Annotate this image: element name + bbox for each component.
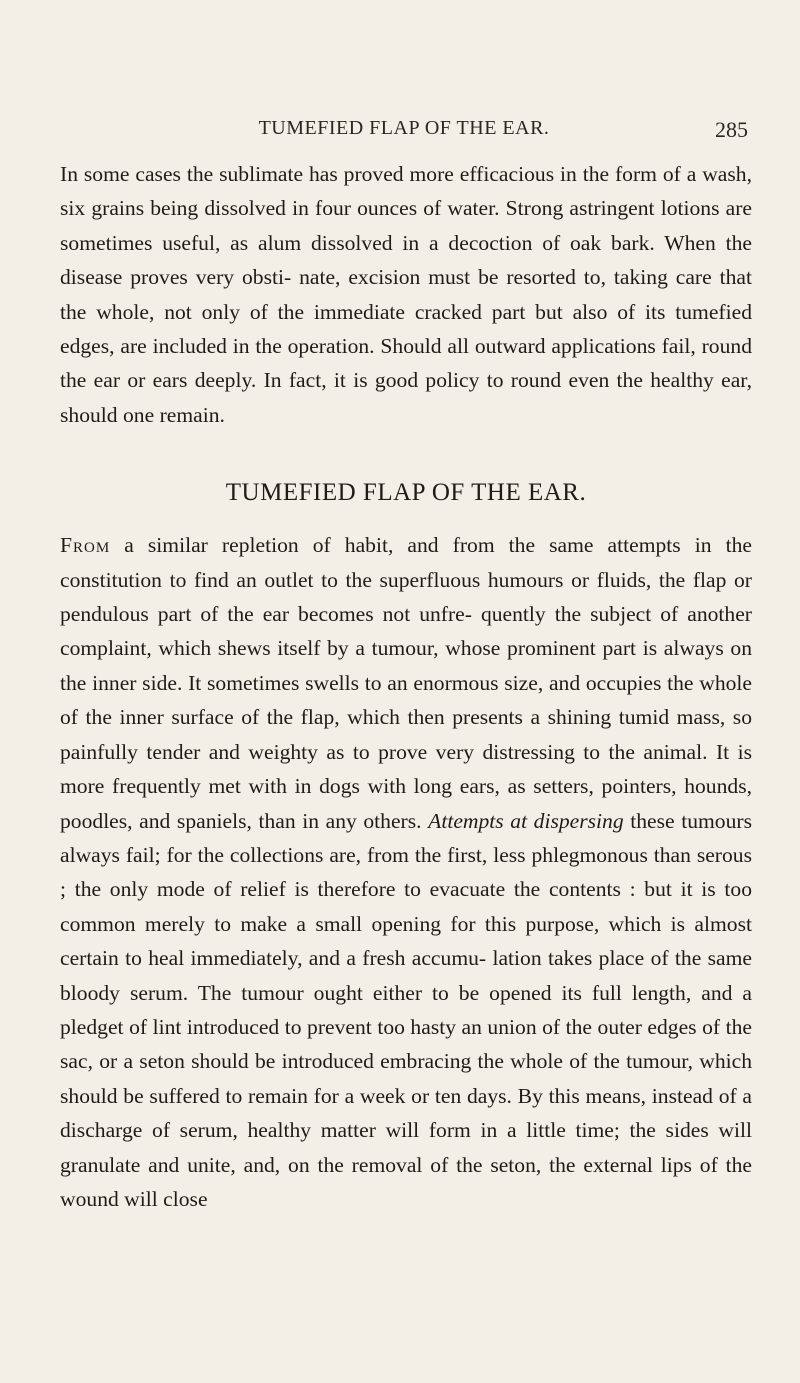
paragraph-1: In some cases the sublimate has proved more efficacious in the form of a wash, six grains being dissolved in four ounces of water. Strong astringent lotions are sometimes useful, as alum dissolved in a decoction of oak bark. When the disease proves very obsti- nate, excision must be resorted to, taking care that the whole, not only of the immediate cracked part but also of its tumefied edges, are included in the operation. Should all outward applications fail, round the ear or ears deeply. In fact, it is good policy to round even the healthy ear, should one remain. bbox=[60, 162, 752, 427]
paragraph-2-part-a: a similar repletion of habit, and from the same attempts in the constitution to find an outlet to the superfluous humours or fluids, the flap or pendulous part of the ear becomes not unfre- quently the subject of another complaint, which shews itself by a tumour, whose prominent part is always on the inner side. It sometimes swells to an enormous size, and occupies the whole of the inner surface of the flap, which then presents a shining tumid mass, so painfully tender and weighty as to prove very distressing to the animal. It is more frequently met with in dogs with long ears, as setters, pointers, hounds, poodles, and spaniels, than in any others. bbox=[60, 533, 752, 833]
paragraph-2-part-b: these tumours always fail; for the collections are, from the first, less phlegmonous than serous ; the only mode of relief is therefore to evacuate the contents : but it is too common merely to make a small opening for this purpose, which is almost certain to heal immediately, and a fresh accumu- lation takes place of the same bloody serum. The tumour ought either to be opened its full length, and a pledget of lint introduced to prevent too hasty an union of the outer edges of the sac, or a seton should be introduced embracing the whole of the tumour, which should be suffered to remain for a week or ten days. By this means, instead of a discharge of serum, healthy matter will form in a little time; the sides will granulate and unite, and, on the removal of the seton, the external lips of the wound will close bbox=[60, 808, 752, 1211]
running-head bbox=[60, 117, 748, 147]
paragraph-2 bbox=[60, 528, 752, 1216]
section-heading: TUMEFIED FLAP OF THE EAR. bbox=[225, 479, 587, 507]
body-text bbox=[60, 157, 752, 1216]
running-head-title: TUMEFIED FLAP OF THE EAR. bbox=[258, 117, 550, 139]
paragraph-2-first-word: From bbox=[60, 533, 111, 558]
page-number: 285 bbox=[715, 117, 748, 142]
paragraph-2-italic-phrase: Attempts at dispersing bbox=[428, 808, 624, 833]
